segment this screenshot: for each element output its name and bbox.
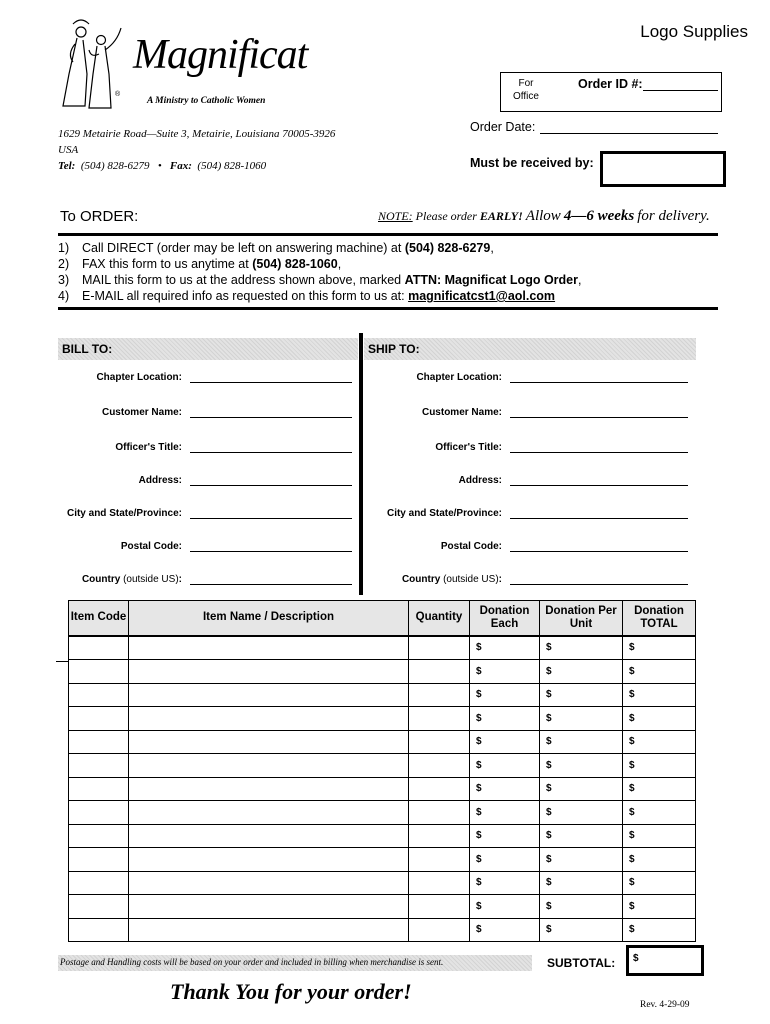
address-line-1: 1629 Metairie Road—Suite 3, Metairie, Louisiana 70005-3926 <box>58 128 336 140</box>
bill-country-label: Country (outside US): <box>81 574 182 585</box>
donation-total-cell[interactable]: $ <box>623 683 696 707</box>
donation-per-unit-cell[interactable]: $ <box>540 801 623 825</box>
revision-date: Rev. 4-29-09 <box>640 1000 690 1010</box>
quantity-cell[interactable] <box>409 730 470 754</box>
table-row <box>69 754 696 778</box>
donation-each-cell[interactable]: $ <box>470 918 540 942</box>
col-donation-each: Donation Each <box>470 601 540 636</box>
col-donation-total: Donation TOTAL <box>623 601 696 636</box>
donation-total-cell[interactable]: $ <box>623 895 696 919</box>
item-name-cell[interactable] <box>129 754 409 778</box>
donation-each-cell[interactable]: $ <box>470 683 540 707</box>
ship-country-label: Country (outside US): <box>401 574 502 585</box>
bill-to-header <box>58 338 358 360</box>
order-date-field[interactable] <box>540 133 718 134</box>
divider-rule <box>58 307 718 310</box>
donation-total-cell[interactable]: $ <box>623 660 696 684</box>
table-row <box>69 777 696 801</box>
item-code-cell[interactable] <box>69 683 129 707</box>
fax-number: (504) 828-1060 <box>197 160 267 172</box>
bill-officer-title-label: Officer's Title: <box>115 442 182 453</box>
donation-per-unit-cell[interactable]: $ <box>540 683 623 707</box>
subtotal-field[interactable] <box>626 945 704 976</box>
table-row <box>69 824 696 848</box>
ship-to-title: SHIP TO: <box>368 342 420 356</box>
column-divider <box>359 333 363 595</box>
item-code-cell[interactable] <box>69 636 129 660</box>
note-label: NOTE: <box>378 209 413 223</box>
item-code-cell[interactable] <box>69 871 129 895</box>
item-code-cell[interactable] <box>69 918 129 942</box>
donation-each-cell[interactable]: $ <box>470 707 540 731</box>
item-name-cell[interactable] <box>129 660 409 684</box>
item-name-cell[interactable] <box>129 824 409 848</box>
quantity-cell[interactable] <box>409 918 470 942</box>
must-receive-label: Must be received by: <box>470 156 594 170</box>
ship-chapter-location-field[interactable] <box>510 382 688 383</box>
table-row <box>69 848 696 872</box>
item-code-cell[interactable] <box>69 754 129 778</box>
bill-customer-name-label: Customer Name: <box>101 407 182 418</box>
bill-address-label: Address: <box>138 475 182 486</box>
bill-country-field[interactable] <box>190 584 352 585</box>
donation-each-cell[interactable]: $ <box>470 754 540 778</box>
ship-to-header <box>364 338 696 360</box>
donation-per-unit-cell[interactable]: $ <box>540 848 623 872</box>
col-item-code: Item Code <box>69 601 129 636</box>
item-name-cell[interactable] <box>129 683 409 707</box>
separator-bullet: • <box>157 160 162 172</box>
quantity-cell[interactable] <box>409 754 470 778</box>
donation-total-cell[interactable]: $ <box>623 754 696 778</box>
item-name-cell[interactable] <box>129 801 409 825</box>
order-date-label: Order Date: <box>470 120 536 134</box>
ship-postal-code-label: Postal Code: <box>440 541 502 552</box>
bill-address-field[interactable] <box>190 485 352 486</box>
table-row <box>69 730 696 754</box>
donation-per-unit-cell[interactable]: $ <box>540 895 623 919</box>
received-by-field[interactable] <box>600 151 726 187</box>
table-row <box>69 707 696 731</box>
col-donation-per-unit: Donation Per Unit <box>540 601 623 636</box>
ship-postal-code-field[interactable] <box>510 551 688 552</box>
table-row <box>69 801 696 825</box>
item-name-cell[interactable] <box>129 848 409 872</box>
note-for-delivery: for delivery. <box>637 208 710 224</box>
quantity-cell[interactable] <box>409 895 470 919</box>
bill-customer-name-field[interactable] <box>190 417 352 418</box>
donation-total-cell[interactable]: $ <box>623 801 696 825</box>
ship-address-label: Address: <box>458 475 502 486</box>
bill-postal-code-field[interactable] <box>190 551 352 552</box>
donation-each-cell[interactable]: $ <box>470 777 540 801</box>
donation-per-unit-cell[interactable]: $ <box>540 707 623 731</box>
order-id-field[interactable] <box>643 90 718 91</box>
items-table <box>68 600 696 942</box>
instruction-step: 3) MAIL this form to us at the address shown above, marked ATTN: Magnificat Logo Order, <box>58 273 582 287</box>
quantity-cell[interactable] <box>409 871 470 895</box>
svg-text:®: ® <box>115 91 121 98</box>
to-order-heading: To ORDER: <box>60 208 139 225</box>
margin-tick <box>56 661 68 662</box>
donation-total-cell[interactable]: $ <box>623 848 696 872</box>
item-code-cell[interactable] <box>69 824 129 848</box>
donation-per-unit-cell[interactable]: $ <box>540 730 623 754</box>
fax-label: Fax: <box>169 160 192 172</box>
instruction-step: 1) Call DIRECT (order may be left on answering machine) at (504) 828-6279, <box>58 241 494 255</box>
item-code-cell[interactable] <box>69 801 129 825</box>
order-id-label: Order ID #: <box>578 77 643 91</box>
logo-wordmark: Magnificat <box>133 32 308 78</box>
item-code-cell[interactable] <box>69 777 129 801</box>
ship-city-state-field[interactable] <box>510 518 688 519</box>
table-row <box>69 636 696 660</box>
col-item-name: Item Name / Description <box>129 601 409 636</box>
donation-total-cell[interactable]: $ <box>623 707 696 731</box>
item-name-cell[interactable] <box>129 918 409 942</box>
donation-total-cell[interactable]: $ <box>623 918 696 942</box>
donation-each-cell[interactable]: $ <box>470 895 540 919</box>
item-name-cell[interactable] <box>129 707 409 731</box>
order-instructions <box>58 240 581 304</box>
form-title: Logo Supplies <box>640 22 748 41</box>
logo-subtitle: A Ministry to Catholic Women <box>147 96 266 106</box>
bill-city-state-label: City and State/Province: <box>66 508 182 519</box>
quantity-cell[interactable] <box>409 660 470 684</box>
donation-total-cell[interactable]: $ <box>623 871 696 895</box>
ship-chapter-location-label: Chapter Location: <box>416 372 502 383</box>
table-row <box>69 918 696 942</box>
item-name-cell[interactable] <box>129 871 409 895</box>
quantity-cell[interactable] <box>409 824 470 848</box>
donation-total-cell[interactable]: $ <box>623 824 696 848</box>
bill-city-state-field[interactable] <box>190 518 352 519</box>
donation-each-cell[interactable]: $ <box>470 871 540 895</box>
item-name-cell[interactable] <box>129 636 409 660</box>
item-name-cell[interactable] <box>129 730 409 754</box>
table-row <box>69 871 696 895</box>
thank-you-message: Thank You for your order! <box>170 979 412 1004</box>
item-name-cell[interactable] <box>129 777 409 801</box>
table-row <box>69 895 696 919</box>
contact-address <box>58 126 335 174</box>
quantity-cell[interactable] <box>409 636 470 660</box>
instruction-step: 4) E-MAIL all required info as requested on this form to us at: magnificatcst1@aol.com <box>58 289 556 303</box>
item-code-cell[interactable] <box>69 707 129 731</box>
delivery-note <box>378 208 710 225</box>
bill-postal-code-label: Postal Code: <box>120 541 182 552</box>
ship-customer-name-label: Customer Name: <box>421 407 502 418</box>
item-code-cell[interactable] <box>69 730 129 754</box>
donation-total-cell[interactable]: $ <box>623 636 696 660</box>
divider-rule <box>58 233 718 236</box>
donation-per-unit-cell[interactable]: $ <box>540 918 623 942</box>
quantity-cell[interactable] <box>409 683 470 707</box>
ship-officer-title-field[interactable] <box>510 452 688 453</box>
donation-per-unit-cell[interactable]: $ <box>540 871 623 895</box>
note-early: EARLY! <box>479 209 523 223</box>
bill-chapter-location-field[interactable] <box>190 382 352 383</box>
ship-address-field[interactable] <box>510 485 688 486</box>
postage-note: Postage and Handling costs will be based on your order and included in billing when merchandise is sent. <box>60 957 444 967</box>
donation-each-cell[interactable]: $ <box>470 801 540 825</box>
item-rows <box>69 636 696 942</box>
item-code-cell[interactable] <box>69 660 129 684</box>
donation-each-cell[interactable]: $ <box>470 636 540 660</box>
donation-each-cell[interactable]: $ <box>470 848 540 872</box>
note-text: Please order <box>415 209 477 223</box>
donation-per-unit-cell[interactable]: $ <box>540 824 623 848</box>
donation-each-cell[interactable]: $ <box>470 824 540 848</box>
instruction-step: 2) FAX this form to us anytime at (504) 828-1060, <box>58 257 342 271</box>
item-name-cell[interactable] <box>129 895 409 919</box>
donation-total-cell[interactable]: $ <box>623 730 696 754</box>
donation-each-cell[interactable]: $ <box>470 730 540 754</box>
subtotal-currency: $ <box>633 953 639 964</box>
address-line-2: USA <box>58 144 79 156</box>
quantity-cell[interactable] <box>409 777 470 801</box>
ship-city-state-label: City and State/Province: <box>386 508 502 519</box>
donation-per-unit-cell[interactable]: $ <box>540 636 623 660</box>
bill-officer-title-field[interactable] <box>190 452 352 453</box>
donation-total-cell[interactable]: $ <box>623 777 696 801</box>
quantity-cell[interactable] <box>409 801 470 825</box>
for-office-label: For Office <box>513 78 539 102</box>
item-code-cell[interactable] <box>69 848 129 872</box>
ship-officer-title-label: Officer's Title: <box>435 442 502 453</box>
donation-per-unit-cell[interactable]: $ <box>540 777 623 801</box>
bill-chapter-location-label: Chapter Location: <box>96 372 182 383</box>
ship-customer-name-field[interactable] <box>510 417 688 418</box>
note-allow: Allow <box>525 208 561 224</box>
donation-per-unit-cell[interactable]: $ <box>540 754 623 778</box>
table-row <box>69 660 696 684</box>
table-row <box>69 683 696 707</box>
ship-country-field[interactable] <box>510 584 688 585</box>
donation-each-cell[interactable]: $ <box>470 660 540 684</box>
tel-number: (504) 828-6279 <box>80 160 150 172</box>
quantity-cell[interactable] <box>409 848 470 872</box>
quantity-cell[interactable] <box>409 707 470 731</box>
item-code-cell[interactable] <box>69 895 129 919</box>
tel-label: Tel: <box>58 160 76 172</box>
donation-per-unit-cell[interactable]: $ <box>540 660 623 684</box>
phone-fax-line <box>58 158 335 174</box>
bill-to-title: BILL TO: <box>62 342 113 356</box>
subtotal-label: SUBTOTAL: <box>547 956 616 970</box>
col-quantity: Quantity <box>409 601 470 636</box>
email-link[interactable]: magnificatcst1@aol.com <box>408 289 556 303</box>
logo <box>55 14 308 114</box>
note-weeks: 4—6 weeks <box>563 208 635 224</box>
